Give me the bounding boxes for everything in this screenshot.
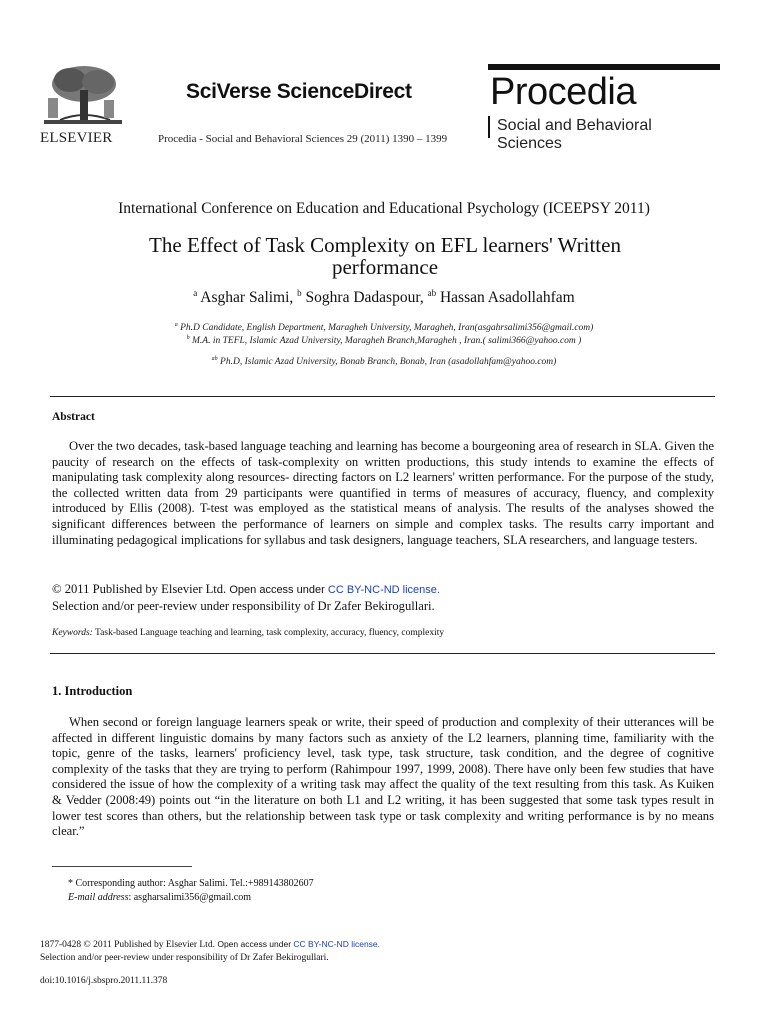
doi[interactable]: doi:10.1016/j.sbspro.2011.11.378 bbox=[40, 976, 168, 986]
email-line bbox=[68, 891, 314, 905]
keywords bbox=[52, 628, 444, 638]
author-sup: ab bbox=[427, 288, 437, 298]
author-name: Soghra Dadaspour, bbox=[305, 289, 424, 307]
footnote-rule bbox=[52, 866, 192, 867]
journal-name: Procedia bbox=[490, 71, 636, 113]
affiliation bbox=[0, 335, 768, 346]
procedia-rule bbox=[488, 64, 720, 70]
footnote bbox=[68, 877, 314, 905]
review-text: Selection and/or peer-review under responsibility of Dr Zafer Bekirogullari. bbox=[52, 599, 435, 613]
author-sup: b bbox=[297, 288, 302, 298]
abstract-heading: Abstract bbox=[52, 411, 95, 423]
copyright-text: © 2011 Published by Elsevier Ltd. bbox=[52, 582, 227, 596]
paper-title bbox=[100, 234, 670, 278]
author-list bbox=[0, 288, 768, 307]
elsevier-tree-icon bbox=[40, 62, 126, 128]
affiliation bbox=[0, 322, 768, 333]
elsevier-logo bbox=[40, 62, 126, 150]
affiliation-text: Ph.D, Islamic Azad University, Bonab Branch, Bonab, Iran (asadollahfam@yahoo.com) bbox=[220, 357, 557, 368]
journal-subtitle: Social and Behavioral Sciences bbox=[497, 117, 652, 152]
email-label: E-mail address bbox=[68, 892, 129, 903]
footer-open-access: Open access under bbox=[217, 939, 292, 949]
title-line-2: performance bbox=[331, 255, 439, 279]
conference-name: International Conference on Education and Educational Psychology (ICEEPSY 2011) bbox=[118, 200, 650, 217]
procedia-divider bbox=[488, 116, 490, 138]
introduction-text: When second or foreign language learners speak or write, their speed of production and complexity of their utterances will be affected in different linguistic domains by many factors such as anxiety of the L2 learners, planning time, familiarity with the topic, genre of the tasks, learners' proficiency level, task type, task structure, task condition, and the degree of cognitive complexity of the tasks that they are trying to perform (Rahimpour 1997, 1999, 2008). There have only been few studies that have considered the issue of how the complexity of a writing task may affect the quality of the text resulting from this task. As Kuiken & Vedder (2008:49) points out “in the literature on both L1 and L2 writing, it has been suggested that some task types result in lower test scores than others, but the relationship between task type or task complexity and writing performance is by no means clear.” bbox=[52, 715, 714, 839]
affiliation-sup: a bbox=[174, 322, 178, 328]
footer-review: Selection and/or peer-review under responsibility of Dr Zafer Bekirogullari. bbox=[40, 952, 329, 963]
license-link[interactable]: CC BY-NC-ND license. bbox=[327, 584, 440, 596]
author-name: Asghar Salimi, bbox=[200, 289, 294, 307]
affiliation-sup: b bbox=[186, 335, 190, 341]
footer-issn bbox=[40, 938, 380, 964]
open-access-text: Open access under bbox=[229, 584, 325, 596]
issn-line bbox=[40, 938, 380, 952]
keywords-text: Task-based Language teaching and learning, task complexity, accuracy, fluency, complexity bbox=[95, 628, 445, 638]
affiliation-sup: ab bbox=[211, 356, 218, 362]
footer-license-link[interactable]: CC BY-NC-ND license. bbox=[293, 939, 381, 949]
divider bbox=[50, 396, 715, 397]
email-address[interactable]: : asgharsalimi356@gmail.com bbox=[128, 892, 251, 903]
issn-text: 1877-0428 © 2011 Published by Elsevier Ltd. bbox=[40, 940, 215, 950]
copyright-block bbox=[52, 581, 440, 614]
journal-citation: Procedia - Social and Behavioral Sciences 29 (2011) 1390 – 1399 bbox=[158, 133, 448, 145]
affiliation bbox=[0, 356, 768, 367]
corresponding-author: * Corresponding author: Asghar Salimi. Tel.:+989143802607 bbox=[68, 878, 314, 889]
affiliation-text: M.A. in TEFL, Islamic Azad University, Maragheh Branch,Maragheh , Iran.( salimi366@yahoo.com ) bbox=[192, 336, 582, 347]
divider bbox=[50, 653, 715, 654]
keywords-label: Keywords: bbox=[52, 628, 93, 638]
procedia-logo bbox=[488, 64, 721, 152]
author-name: Hassan Asadollahfam bbox=[439, 289, 575, 307]
publisher-name: ELSEVIER bbox=[40, 130, 113, 146]
section-heading: 1. Introduction bbox=[52, 684, 133, 698]
title-line-1: The Effect of Task Complexity on EFL learners' Written bbox=[149, 233, 621, 257]
platform-name[interactable]: SciVerse ScienceDirect bbox=[186, 80, 412, 103]
abstract-text: Over the two decades, task-based language teaching and learning has become a bourgeoning area of research in SLA. Given the paucity of research on the effects of task-complexity on written productions, this study intends to examine the effects of manipulating task complexity along resources- directing factors on L2 learners' written performance. For the purpose of the study, the collected written data from 29 participants were quantified in terms of measures of accuracy, fluency, and complexity introduced by Ellis (2008). T-test was employed as the statistical means of analysis. The results of the analyses showed the significant differences between the performance of learners on simple and complex tasks. The results carry important and illuminating pedagogical implications for syllabus and task designers, language teachers, SLA researchers, and language testers. bbox=[52, 439, 714, 547]
affiliation-text: Ph.D Candidate, English Department, Maragheh University, Maragheh, Iran(asgahrsalimi356@gmail.com) bbox=[180, 323, 594, 334]
author-sup: a bbox=[193, 288, 198, 298]
copyright-line bbox=[52, 581, 440, 598]
